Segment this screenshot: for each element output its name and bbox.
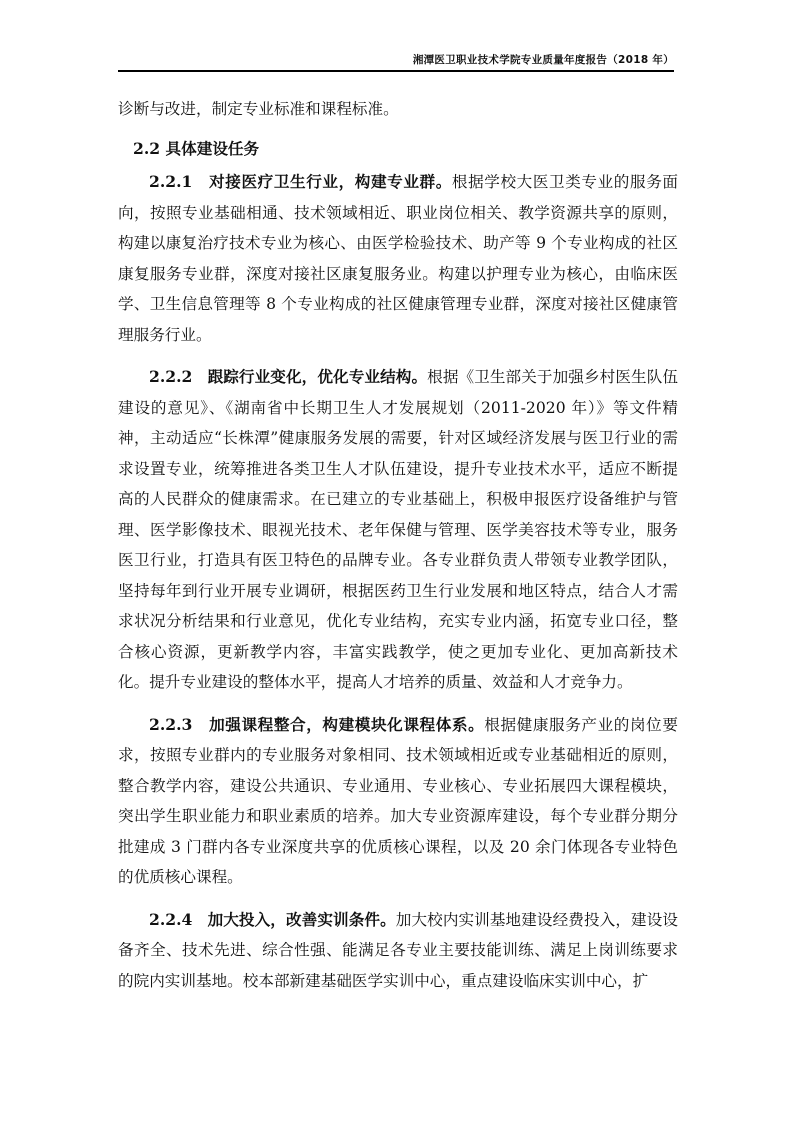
item-paragraph — [118, 905, 678, 997]
item-lead: 跟踪行业变化，优化专业结构。 — [207, 367, 428, 386]
item-text: 根据健康服务产业的岗位要求，按照专业群内的专业服务对象相同、技术领域相近或专业基础相近的原则，整合教学内容，建设公共通识、专业通用、专业核心、专业拓展四大课程模块，突出学生职业能力和职业素质的培养。加大专业资源库建设，每个专业群分期分批建成 3 门群内各专业深度共享的优质核心课程，以及 20 余门体现各专业特色的优质核心课程。 — [118, 715, 678, 886]
page-content — [118, 94, 678, 996]
item-number: 2.2.1 — [149, 172, 193, 191]
item-number: 2.2.4 — [149, 909, 193, 929]
item-lead: 对接医疗卫生行业，构建专业群。 — [209, 172, 452, 191]
section-heading: 2.2 具体建设任务 — [133, 138, 260, 158]
continuation-paragraph: 诊断与改进，制定专业标准和课程标准。 — [118, 100, 399, 118]
item-number: 2.2.3 — [149, 714, 193, 734]
item-text: 加大校内实训基地建设经费投入，建设设备齐全、技术先进、综合性强、能满足各专业主要技能训练、满足上岗训练要求的院内实训基地。校本部新建基础医学实训中心，重点建设临床实训中心，扩 — [118, 910, 678, 990]
item-lead: 加强课程整合，构建模块化课程体系。 — [209, 714, 485, 734]
item-paragraph — [118, 710, 678, 893]
item-paragraph — [118, 362, 678, 698]
header-rule — [118, 70, 674, 72]
item-paragraph — [118, 167, 678, 350]
item-text: 根据学校大医卫类专业的服务面向，按照专业基础相通、技术领域相近、职业岗位相关、教学资源共享的原则，构建以康复治疗技术专业为核心、由医学检验技术、助产等 9 个专业构成的社区康复服务专业群，深度对接社区康复服务业。构建以护理专业为核心，由临床医学、卫生信息管理等 8 个专业构成的社区健康管理专业群，深度对接社区健康管理服务行业。 — [118, 173, 678, 344]
item-number: 2.2.2 — [149, 367, 193, 386]
item-text: 根据《卫生部关于加强乡村医生队伍建设的意见》、《湖南省中长期卫生人才发展规划（2011-2020 年）》等文件精神，主动适应“长株潭”健康服务发展的需要，针对区域经济发展与医卫行业的需求设置专业，统筹推进各类卫生人才队伍建设，提升专业技术水平，适应不断提高的人民群众的健康需求。在已建立的专业基础上，积极申报医疗设备维护与管理、医学影像技术、眼视光技术、老年保健与管理、医学美容技术等专业，服务医卫行业，打造具有医卫特色的品牌专业。各专业群负责人带领专业教学团队，坚持每年到行业开展专业调研，根据医药卫生行业发展和地区特点，结合人才需求状况分析结果和行业意见，优化专业结构，充实专业内涵，拓宽专业口径，整合核心资源，更新教学内容，丰富实践教学，使之更加专业化、更加高新技术化。提升专业建设的整体水平，提高人才培养的质量、效益和人才竞争力。 — [118, 368, 678, 691]
item-lead: 加大投入，改善实训条件。 — [207, 909, 396, 929]
page-header: 湘潭医卫职业技术学院专业质量年度报告（2018 年） — [412, 54, 674, 66]
